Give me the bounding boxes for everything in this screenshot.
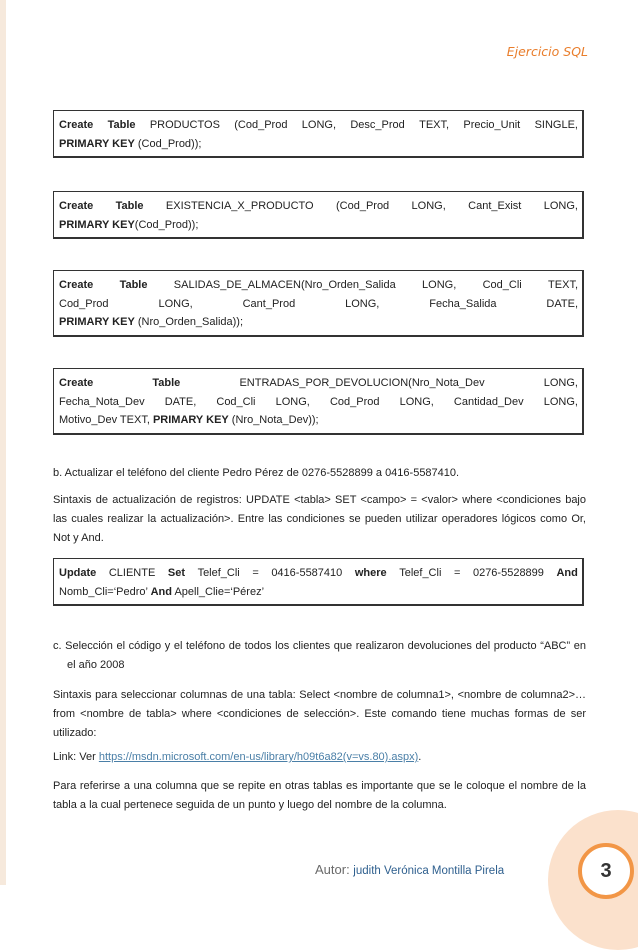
code-token: Apell_Clie=‘Pérez’ [172,585,265,598]
code-token: EXISTENCIA_X_PRODUCTO [165,200,314,212]
section-c-title: c. Selección el código y el teléfono de todos los clientes que realizaron devoluciones del producto “ABC” en el año 2008 [53,640,586,671]
sql-keyword: Set [167,567,185,579]
code-token: Precio_Unit [463,119,521,131]
code-token: Fecha_Salida [429,297,497,310]
link-prefix: Link: Ver [53,751,99,763]
keyword-create: Create [59,377,94,389]
keyword-table: Table [115,200,144,212]
code-line [59,583,578,602]
code-token: 0416-5587410 [271,567,343,579]
code-token: LONG, [543,200,578,212]
section-c-note: Para referirse a una columna que se repite en otras tablas es importante que se le coloque el nombre de la tabla a la cual pertenece seguida de un punto y luego del nombre de la columna. [53,780,586,811]
keyword-primary-key: PRIMARY KEY [59,137,135,150]
code-token: (Nro_Nota_Dev)); [228,414,319,426]
keyword-primary-key: PRIMARY KEY [59,316,135,328]
code-token: LONG, [411,200,446,212]
code-box-update [53,558,584,606]
page-number: 3 [578,843,634,899]
keyword-primary-key: PRIMARY KEY [59,218,135,231]
code-box-salidas [53,270,584,337]
code-token: LONG, [422,279,457,291]
code-token: = [252,567,259,579]
code-token: LONG, [158,297,193,310]
code-box-productos [53,110,584,158]
code-token: (Cod_Prod)); [134,218,199,231]
sql-keyword: where [354,567,387,579]
code-token: Cantidad_Dev [453,395,524,408]
code-token: (Cod_Prod [234,119,288,131]
code-token: Cant_Prod [242,297,296,310]
code-token: DATE, [164,395,197,408]
left-margin-bar [0,0,6,885]
code-token: PRODUCTOS [149,119,220,131]
code-line [59,276,578,295]
code-token: SINGLE, [534,119,578,131]
msdn-link[interactable]: https://msdn.microsoft.com/en-us/library/h09t6a82(v=vs.80).aspx) [98,751,419,763]
keyword-create: Create [59,119,94,131]
code-token: Fecha_Nota_Dev [59,395,145,408]
code-token: (Cod_Prod [335,200,390,212]
code-token: (Nro_Orden_Salida)); [134,316,244,328]
code-token: LONG, [543,395,578,408]
code-token: Cod_Cli [216,395,256,408]
code-token: = [453,567,461,579]
code-line [59,374,578,393]
code-line [59,197,578,216]
code-token: Motivo_Dev TEXT, [59,414,153,426]
code-line [59,295,578,314]
keyword-primary-key: PRIMARY KEY [152,414,229,426]
keyword-table: Table [107,119,136,131]
code-token: Nomb_Cli=‘Pedro’ [59,585,151,598]
keyword-table: Table [152,377,181,389]
footer-author [315,862,504,877]
code-token: (Cod_Prod)); [134,137,202,150]
link-suffix: . [418,751,422,763]
code-token: Cant_Exist [468,200,522,212]
code-token: 0276-5528899 [472,567,544,579]
code-token: Cod_Cli [482,279,522,291]
code-line [59,313,578,332]
code-box-entradas [53,368,584,435]
code-token: Desc_Prod [350,119,405,131]
code-token: LONG, [345,297,380,310]
code-token: Telef_Cli [197,567,240,579]
code-token: DATE, [546,297,578,310]
section-c-syntax: Sintaxis para seleccionar columnas de una tabla: Select <nombre de columna1>, <nombre de columna2>… from <nombre de tabla> where <condiciones de selección>. Este comando tiene muchas formas de ser utilizado: [53,689,586,739]
author-name: judith Verónica Montilla Pirela [353,865,505,877]
code-token: CLIENTE [108,567,156,579]
code-line [59,216,578,235]
code-line [59,116,578,135]
code-token: Cod_Prod [329,395,380,408]
code-token: SALIDAS_DE_ALMACEN(Nro_Orden_Salida [173,279,396,291]
sql-keyword: Update [59,567,97,579]
code-token: Telef_Cli [399,567,442,579]
code-line [59,564,578,583]
code-line [59,411,578,430]
code-token: LONG, [543,377,578,389]
code-token: ENTRADAS_POR_DEVOLUCION(Nro_Nota_Dev [239,377,485,389]
code-token: TEXT, [419,119,450,131]
keyword-table: Table [119,279,148,291]
code-token: Cod_Prod [59,297,109,310]
code-token: LONG, [399,395,434,408]
header-title: Ejercicio SQL [506,44,588,59]
keyword-and: And [150,585,172,598]
sql-keyword: And [556,567,578,579]
code-token: TEXT, [548,279,578,291]
keyword-create: Create [59,279,94,291]
code-token: LONG, [301,119,337,131]
author-label: Autor: [315,862,354,877]
section-c-link-line [53,748,586,767]
code-line [59,135,578,154]
keyword-create: Create [59,200,94,212]
code-line [59,393,578,412]
section-b-syntax: Sintaxis de actualización de registros: UPDATE <tabla> SET <campo> = <valor> where <condiciones bajo las cuales realizar la actualización>. Entre las condiciones se pueden utilizar operadores lógicos como Or, Not y And. [53,494,586,544]
code-box-existencia [53,191,584,239]
section-b-title: b. Actualizar el teléfono del cliente Pedro Pérez de 0276-5528899 a 0416-5587410. [53,467,460,479]
code-token: LONG, [275,395,310,408]
